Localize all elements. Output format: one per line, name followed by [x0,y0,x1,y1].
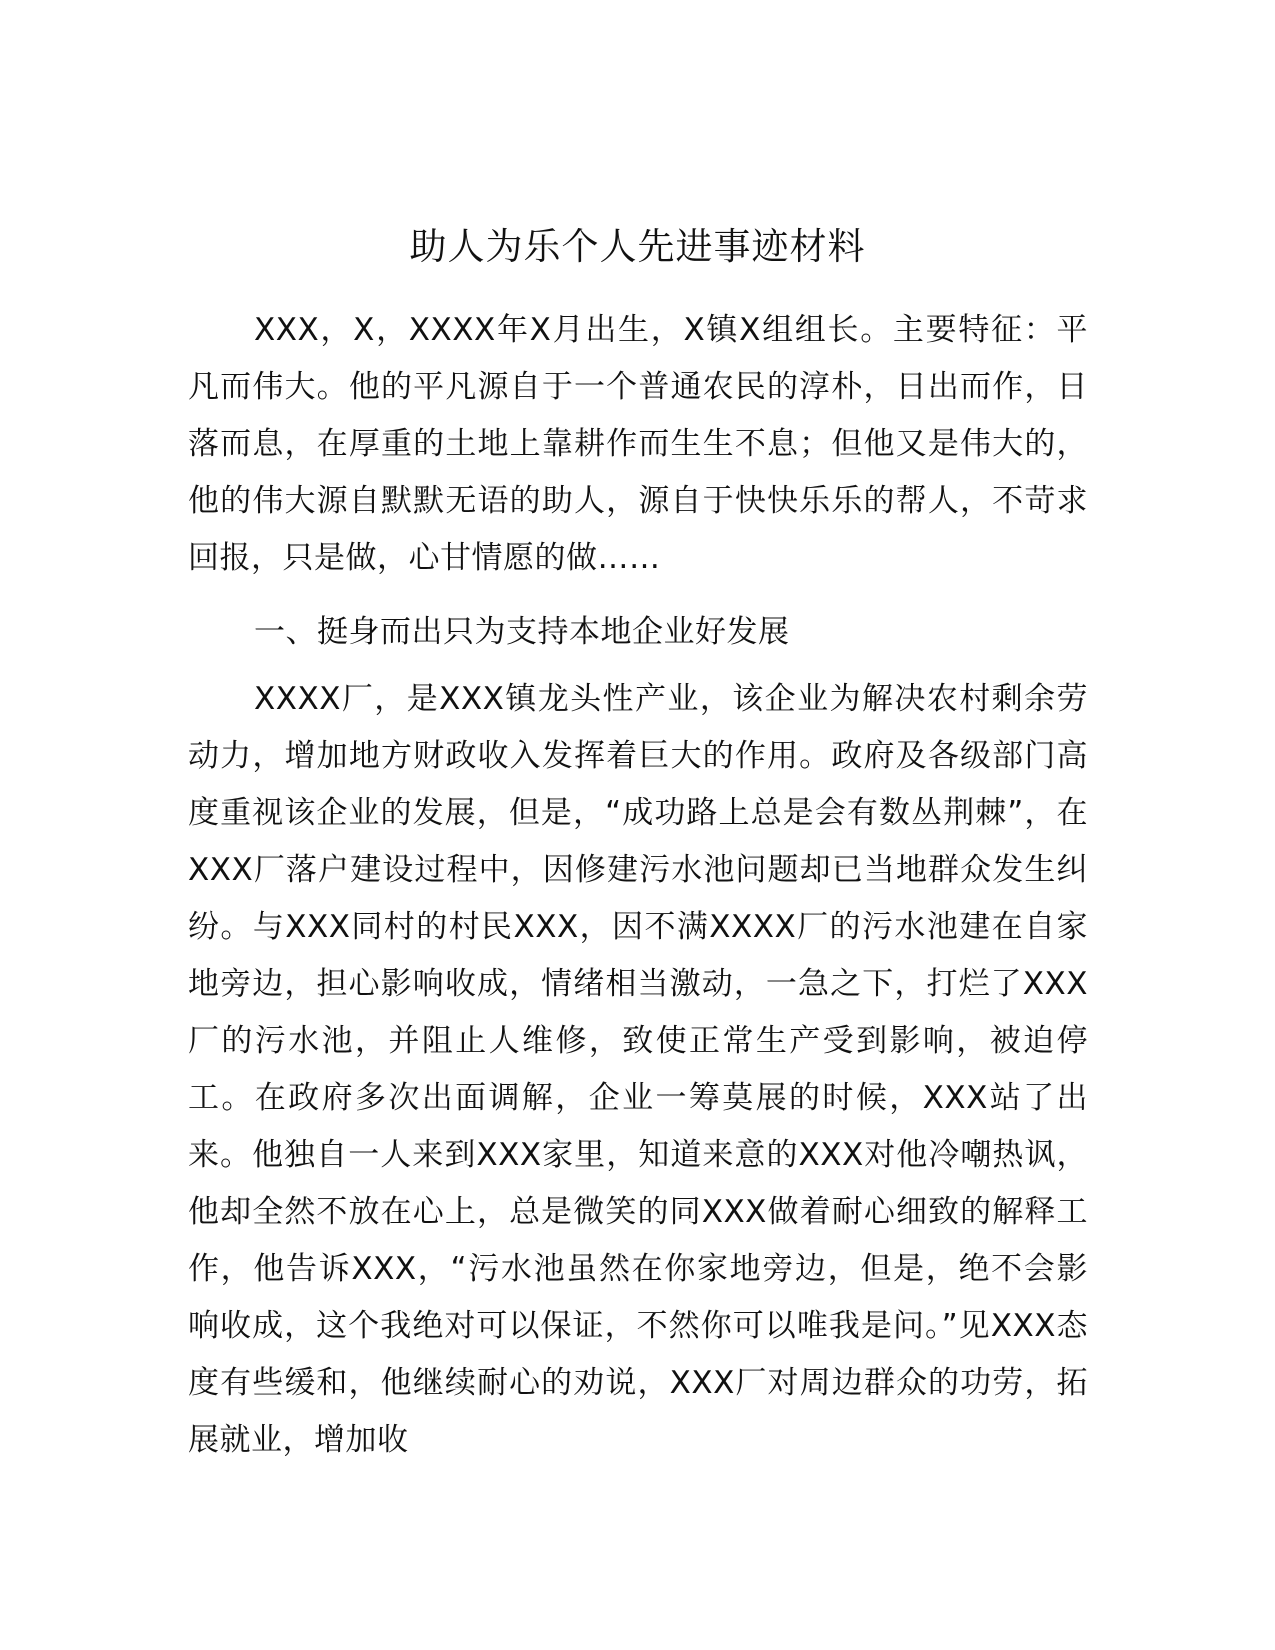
intro-paragraph: XXX，X，XXXX年X月出生，X镇X组组长。主要特征：平凡而伟大。他的平凡源自于一个普通农民的淳朴，日出而作，日落而息，在厚重的土地上靠耕作而生生不息；但他又是伟大的，他的伟大源自默默无语的助人，源自于快快乐乐的帮人，不苛求回报，只是做，心甘情愿的做…… [188,312,1088,576]
body-paragraph: XXXX厂，是XXX镇龙头性产业，该企业为解决农村剩余劳动力，增加地方财政收入发挥着巨大的作用。政府及各级部门高度重视该企业的发展，但是，“成功路上总是会有数丛荆棘”，在XXX厂落户建设过程中，因修建污水池问题却已当地群众发生纠纷。与XXX同村的村民XXX，因不满XXXX厂的污水池建在自家地旁边，担心影响收成，情绪相当激动，一急之下，打烂了XXX厂的污水池，并阻止人维修，致使正常生产受到影响，被迫停工。在政府多次出面调解，企业一筹莫展的时候，XXX站了出来。他独自一人来到XXX家里，知道来意的XXX对他冷嘲热讽，他却全然不放在心上，总是微笑的同XXX做着耐心细致的解释工作，他告诉XXX，“污水池虽然在你家地旁边，但是，绝不会影响收成，这个我绝对可以保证，不然你可以唯我是问。”见XXX态度有些缓和，他继续耐心的劝说，XXX厂对周边群众的功劳，拓展就业，增加收 [188,681,1088,1458]
section-heading: 一、挺身而出只为支持本地企业好发展 [254,614,790,650]
document-title: 助人为乐个人先进事迹材料 [409,225,866,268]
